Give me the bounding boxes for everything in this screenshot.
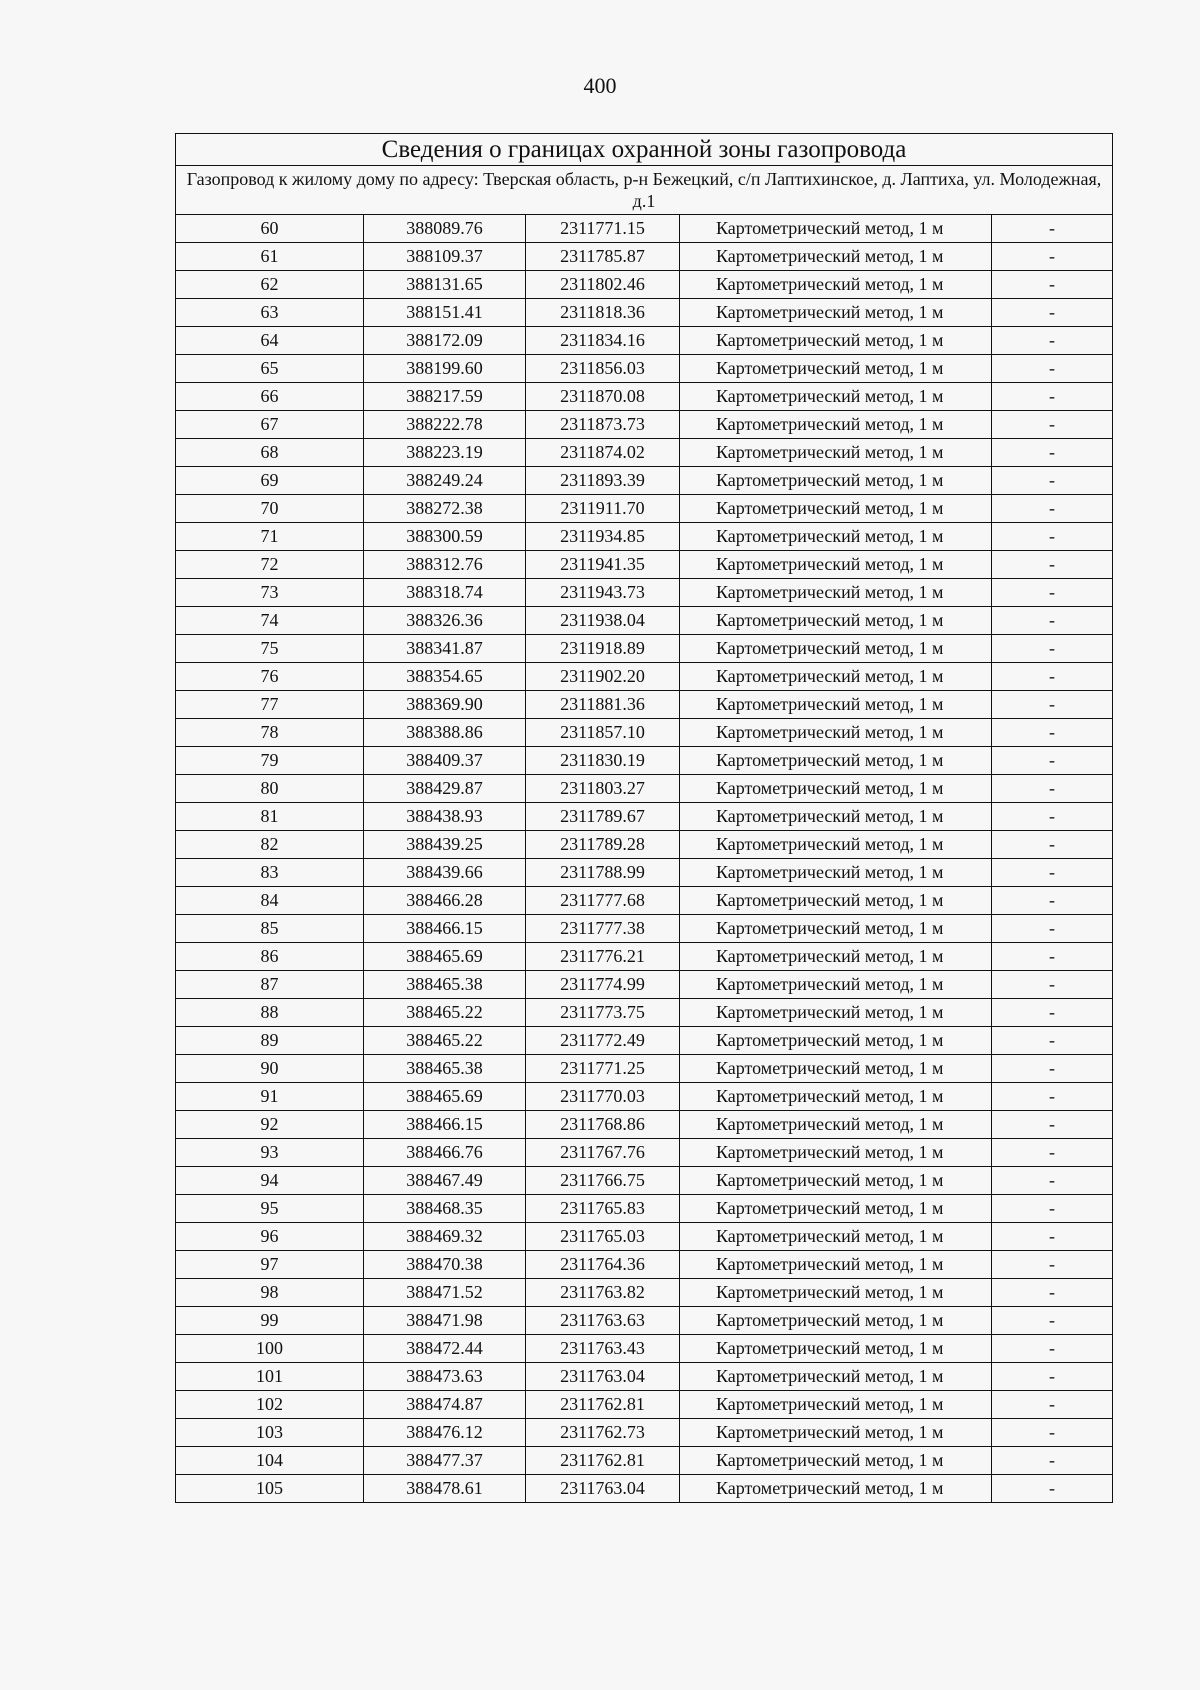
table-row	[176, 1447, 1113, 1475]
y-coordinate-cell: 2311762.81	[526, 1391, 680, 1419]
x-coordinate-cell: 388465.38	[364, 1055, 526, 1083]
y-coordinate-cell: 2311765.83	[526, 1195, 680, 1223]
point-number-cell: 90	[176, 1055, 364, 1083]
y-coordinate-cell: 2311856.03	[526, 355, 680, 383]
x-coordinate-cell: 388477.37	[364, 1447, 526, 1475]
point-number-cell: 86	[176, 943, 364, 971]
x-coordinate-cell: 388471.52	[364, 1279, 526, 1307]
x-coordinate-cell: 388300.59	[364, 523, 526, 551]
point-number-cell: 78	[176, 719, 364, 747]
method-cell: Картометрический метод, 1 м	[680, 775, 992, 803]
x-coordinate-cell: 388217.59	[364, 383, 526, 411]
table-row	[176, 1279, 1113, 1307]
table-row	[176, 495, 1113, 523]
note-cell: -	[992, 775, 1113, 803]
method-cell: Картометрический метод, 1 м	[680, 1475, 992, 1503]
method-cell: Картометрический метод, 1 м	[680, 803, 992, 831]
table-row	[176, 467, 1113, 495]
x-coordinate-cell: 388476.12	[364, 1419, 526, 1447]
table-row	[176, 1139, 1113, 1167]
x-coordinate-cell: 388409.37	[364, 747, 526, 775]
x-coordinate-cell: 388354.65	[364, 663, 526, 691]
note-cell: -	[992, 1139, 1113, 1167]
note-cell: -	[992, 1391, 1113, 1419]
y-coordinate-cell: 2311774.99	[526, 971, 680, 999]
x-coordinate-cell: 388089.76	[364, 215, 526, 243]
x-coordinate-cell: 388439.66	[364, 859, 526, 887]
x-coordinate-cell: 388151.41	[364, 299, 526, 327]
y-coordinate-cell: 2311873.73	[526, 411, 680, 439]
table-row	[176, 1195, 1113, 1223]
point-number-cell: 87	[176, 971, 364, 999]
point-number-cell: 63	[176, 299, 364, 327]
point-number-cell: 92	[176, 1111, 364, 1139]
note-cell: -	[992, 915, 1113, 943]
table-row	[176, 1251, 1113, 1279]
point-number-cell: 97	[176, 1251, 364, 1279]
x-coordinate-cell: 388223.19	[364, 439, 526, 467]
y-coordinate-cell: 2311773.75	[526, 999, 680, 1027]
table-row	[176, 971, 1113, 999]
x-coordinate-cell: 388222.78	[364, 411, 526, 439]
x-coordinate-cell: 388465.69	[364, 1083, 526, 1111]
table-row	[176, 411, 1113, 439]
x-coordinate-cell: 388465.22	[364, 1027, 526, 1055]
method-cell: Картометрический метод, 1 м	[680, 1083, 992, 1111]
note-cell: -	[992, 1335, 1113, 1363]
note-cell: -	[992, 411, 1113, 439]
point-number-cell: 73	[176, 579, 364, 607]
table-row	[176, 943, 1113, 971]
table-row	[176, 1335, 1113, 1363]
method-cell: Картометрический метод, 1 м	[680, 1055, 992, 1083]
x-coordinate-cell: 388312.76	[364, 551, 526, 579]
note-cell: -	[992, 1307, 1113, 1335]
note-cell: -	[992, 551, 1113, 579]
y-coordinate-cell: 2311766.75	[526, 1167, 680, 1195]
y-coordinate-cell: 2311768.86	[526, 1111, 680, 1139]
point-number-cell: 83	[176, 859, 364, 887]
note-cell: -	[992, 467, 1113, 495]
y-coordinate-cell: 2311763.43	[526, 1335, 680, 1363]
point-number-cell: 95	[176, 1195, 364, 1223]
y-coordinate-cell: 2311803.27	[526, 775, 680, 803]
y-coordinate-cell: 2311870.08	[526, 383, 680, 411]
point-number-cell: 104	[176, 1447, 364, 1475]
method-cell: Картометрический метод, 1 м	[680, 635, 992, 663]
table-row	[176, 999, 1113, 1027]
table-row	[176, 635, 1113, 663]
note-cell: -	[992, 887, 1113, 915]
method-cell: Картометрический метод, 1 м	[680, 439, 992, 467]
x-coordinate-cell: 388471.98	[364, 1307, 526, 1335]
note-cell: -	[992, 607, 1113, 635]
note-cell: -	[992, 747, 1113, 775]
x-coordinate-cell: 388466.76	[364, 1139, 526, 1167]
y-coordinate-cell: 2311770.03	[526, 1083, 680, 1111]
y-coordinate-cell: 2311765.03	[526, 1223, 680, 1251]
method-cell: Картометрический метод, 1 м	[680, 383, 992, 411]
method-cell: Картометрический метод, 1 м	[680, 999, 992, 1027]
point-number-cell: 60	[176, 215, 364, 243]
x-coordinate-cell: 388467.49	[364, 1167, 526, 1195]
note-cell: -	[992, 495, 1113, 523]
x-coordinate-cell: 388249.24	[364, 467, 526, 495]
table-row	[176, 719, 1113, 747]
point-number-cell: 67	[176, 411, 364, 439]
note-cell: -	[992, 1279, 1113, 1307]
y-coordinate-cell: 2311857.10	[526, 719, 680, 747]
method-cell: Картометрический метод, 1 м	[680, 1027, 992, 1055]
y-coordinate-cell: 2311763.04	[526, 1475, 680, 1503]
point-number-cell: 76	[176, 663, 364, 691]
x-coordinate-cell: 388438.93	[364, 803, 526, 831]
method-cell: Картометрический метод, 1 м	[680, 943, 992, 971]
y-coordinate-cell: 2311874.02	[526, 439, 680, 467]
table-row	[176, 803, 1113, 831]
table-row	[176, 887, 1113, 915]
y-coordinate-cell: 2311834.16	[526, 327, 680, 355]
method-cell: Картометрический метод, 1 м	[680, 1391, 992, 1419]
point-number-cell: 91	[176, 1083, 364, 1111]
point-number-cell: 65	[176, 355, 364, 383]
x-coordinate-cell: 388369.90	[364, 691, 526, 719]
note-cell: -	[992, 943, 1113, 971]
method-cell: Картометрический метод, 1 м	[680, 355, 992, 383]
y-coordinate-cell: 2311918.89	[526, 635, 680, 663]
x-coordinate-cell: 388473.63	[364, 1363, 526, 1391]
table-row	[176, 747, 1113, 775]
x-coordinate-cell: 388466.15	[364, 1111, 526, 1139]
table-row	[176, 551, 1113, 579]
x-coordinate-cell: 388474.87	[364, 1391, 526, 1419]
table-row	[176, 299, 1113, 327]
y-coordinate-cell: 2311818.36	[526, 299, 680, 327]
table-row	[176, 1027, 1113, 1055]
note-cell: -	[992, 355, 1113, 383]
y-coordinate-cell: 2311902.20	[526, 663, 680, 691]
table-row	[176, 915, 1113, 943]
y-coordinate-cell: 2311763.63	[526, 1307, 680, 1335]
note-cell: -	[992, 859, 1113, 887]
method-cell: Картометрический метод, 1 м	[680, 1419, 992, 1447]
note-cell: -	[992, 1447, 1113, 1475]
table-subtitle-row	[176, 166, 1113, 215]
x-coordinate-cell: 388439.25	[364, 831, 526, 859]
y-coordinate-cell: 2311772.49	[526, 1027, 680, 1055]
point-number-cell: 82	[176, 831, 364, 859]
point-number-cell: 81	[176, 803, 364, 831]
point-number-cell: 96	[176, 1223, 364, 1251]
table-subtitle: Газопровод к жилому дому по адресу: Тверская область, р-н Бежецкий, с/п Лаптихинское, д. Лаптиха, ул. Молодежная, д.1	[176, 166, 1113, 215]
x-coordinate-cell: 388341.87	[364, 635, 526, 663]
table-row	[176, 1307, 1113, 1335]
x-coordinate-cell: 388466.28	[364, 887, 526, 915]
point-number-cell: 69	[176, 467, 364, 495]
table-row	[176, 579, 1113, 607]
method-cell: Картометрический метод, 1 м	[680, 1223, 992, 1251]
x-coordinate-cell: 388468.35	[364, 1195, 526, 1223]
x-coordinate-cell: 388465.69	[364, 943, 526, 971]
point-number-cell: 85	[176, 915, 364, 943]
table-title-row	[176, 134, 1113, 166]
y-coordinate-cell: 2311771.25	[526, 1055, 680, 1083]
method-cell: Картометрический метод, 1 м	[680, 579, 992, 607]
method-cell: Картометрический метод, 1 м	[680, 915, 992, 943]
boundary-coordinates-table	[175, 133, 1113, 1503]
point-number-cell: 72	[176, 551, 364, 579]
x-coordinate-cell: 388469.32	[364, 1223, 526, 1251]
method-cell: Картометрический метод, 1 м	[680, 411, 992, 439]
method-cell: Картометрический метод, 1 м	[680, 327, 992, 355]
point-number-cell: 74	[176, 607, 364, 635]
method-cell: Картометрический метод, 1 м	[680, 1195, 992, 1223]
y-coordinate-cell: 2311777.38	[526, 915, 680, 943]
table-row	[176, 1055, 1113, 1083]
note-cell: -	[992, 383, 1113, 411]
table-row	[176, 1475, 1113, 1503]
method-cell: Картометрический метод, 1 м	[680, 1167, 992, 1195]
note-cell: -	[992, 1027, 1113, 1055]
method-cell: Картометрический метод, 1 м	[680, 859, 992, 887]
note-cell: -	[992, 691, 1113, 719]
point-number-cell: 99	[176, 1307, 364, 1335]
point-number-cell: 75	[176, 635, 364, 663]
note-cell: -	[992, 1083, 1113, 1111]
table-row	[176, 355, 1113, 383]
note-cell: -	[992, 831, 1113, 859]
method-cell: Картометрический метод, 1 м	[680, 467, 992, 495]
note-cell: -	[992, 579, 1113, 607]
note-cell: -	[992, 1055, 1113, 1083]
y-coordinate-cell: 2311789.28	[526, 831, 680, 859]
point-number-cell: 66	[176, 383, 364, 411]
method-cell: Картометрический метод, 1 м	[680, 271, 992, 299]
y-coordinate-cell: 2311938.04	[526, 607, 680, 635]
y-coordinate-cell: 2311802.46	[526, 271, 680, 299]
y-coordinate-cell: 2311763.04	[526, 1363, 680, 1391]
note-cell: -	[992, 803, 1113, 831]
x-coordinate-cell: 388172.09	[364, 327, 526, 355]
table-row	[176, 523, 1113, 551]
table-row	[176, 663, 1113, 691]
point-number-cell: 61	[176, 243, 364, 271]
table-row	[176, 775, 1113, 803]
x-coordinate-cell: 388466.15	[364, 915, 526, 943]
note-cell: -	[992, 999, 1113, 1027]
method-cell: Картометрический метод, 1 м	[680, 1139, 992, 1167]
x-coordinate-cell: 388199.60	[364, 355, 526, 383]
method-cell: Картометрический метод, 1 м	[680, 971, 992, 999]
note-cell: -	[992, 1475, 1113, 1503]
note-cell: -	[992, 523, 1113, 551]
note-cell: -	[992, 1363, 1113, 1391]
point-number-cell: 89	[176, 1027, 364, 1055]
method-cell: Картометрический метод, 1 м	[680, 691, 992, 719]
table-row	[176, 859, 1113, 887]
point-number-cell: 101	[176, 1363, 364, 1391]
table-body	[176, 134, 1113, 1503]
note-cell: -	[992, 243, 1113, 271]
note-cell: -	[992, 1111, 1113, 1139]
x-coordinate-cell: 388472.44	[364, 1335, 526, 1363]
method-cell: Картометрический метод, 1 м	[680, 1279, 992, 1307]
point-number-cell: 102	[176, 1391, 364, 1419]
point-number-cell: 79	[176, 747, 364, 775]
table-row	[176, 1391, 1113, 1419]
x-coordinate-cell: 388478.61	[364, 1475, 526, 1503]
note-cell: -	[992, 327, 1113, 355]
x-coordinate-cell: 388109.37	[364, 243, 526, 271]
method-cell: Картометрический метод, 1 м	[680, 747, 992, 775]
x-coordinate-cell: 388470.38	[364, 1251, 526, 1279]
table-row	[176, 1167, 1113, 1195]
y-coordinate-cell: 2311762.73	[526, 1419, 680, 1447]
y-coordinate-cell: 2311776.21	[526, 943, 680, 971]
method-cell: Картометрический метод, 1 м	[680, 495, 992, 523]
method-cell: Картометрический метод, 1 м	[680, 719, 992, 747]
x-coordinate-cell: 388465.38	[364, 971, 526, 999]
x-coordinate-cell: 388388.86	[364, 719, 526, 747]
method-cell: Картометрический метод, 1 м	[680, 299, 992, 327]
table-row	[176, 1363, 1113, 1391]
y-coordinate-cell: 2311762.81	[526, 1447, 680, 1475]
table-row	[176, 271, 1113, 299]
table-row	[176, 1223, 1113, 1251]
point-number-cell: 88	[176, 999, 364, 1027]
method-cell: Картометрический метод, 1 м	[680, 1251, 992, 1279]
point-number-cell: 64	[176, 327, 364, 355]
note-cell: -	[992, 663, 1113, 691]
note-cell: -	[992, 439, 1113, 467]
y-coordinate-cell: 2311788.99	[526, 859, 680, 887]
table-row	[176, 1111, 1113, 1139]
point-number-cell: 94	[176, 1167, 364, 1195]
method-cell: Картометрический метод, 1 м	[680, 523, 992, 551]
table-row	[176, 383, 1113, 411]
note-cell: -	[992, 971, 1113, 999]
method-cell: Картометрический метод, 1 м	[680, 1111, 992, 1139]
point-number-cell: 71	[176, 523, 364, 551]
point-number-cell: 98	[176, 1279, 364, 1307]
y-coordinate-cell: 2311767.76	[526, 1139, 680, 1167]
note-cell: -	[992, 719, 1113, 747]
point-number-cell: 93	[176, 1139, 364, 1167]
note-cell: -	[992, 1419, 1113, 1447]
method-cell: Картометрический метод, 1 м	[680, 1363, 992, 1391]
point-number-cell: 100	[176, 1335, 364, 1363]
x-coordinate-cell: 388318.74	[364, 579, 526, 607]
y-coordinate-cell: 2311777.68	[526, 887, 680, 915]
y-coordinate-cell: 2311764.36	[526, 1251, 680, 1279]
note-cell: -	[992, 271, 1113, 299]
y-coordinate-cell: 2311881.36	[526, 691, 680, 719]
point-number-cell: 103	[176, 1419, 364, 1447]
y-coordinate-cell: 2311830.19	[526, 747, 680, 775]
page-number: 400	[583, 73, 617, 98]
point-number-cell: 70	[176, 495, 364, 523]
x-coordinate-cell: 388272.38	[364, 495, 526, 523]
note-cell: -	[992, 299, 1113, 327]
y-coordinate-cell: 2311763.82	[526, 1279, 680, 1307]
method-cell: Картометрический метод, 1 м	[680, 831, 992, 859]
method-cell: Картометрический метод, 1 м	[680, 887, 992, 915]
note-cell: -	[992, 215, 1113, 243]
y-coordinate-cell: 2311785.87	[526, 243, 680, 271]
note-cell: -	[992, 1251, 1113, 1279]
table-row	[176, 439, 1113, 467]
note-cell: -	[992, 1195, 1113, 1223]
table-row	[176, 243, 1113, 271]
y-coordinate-cell: 2311934.85	[526, 523, 680, 551]
point-number-cell: 105	[176, 1475, 364, 1503]
y-coordinate-cell: 2311943.73	[526, 579, 680, 607]
y-coordinate-cell: 2311771.15	[526, 215, 680, 243]
method-cell: Картометрический метод, 1 м	[680, 243, 992, 271]
y-coordinate-cell: 2311789.67	[526, 803, 680, 831]
point-number-cell: 77	[176, 691, 364, 719]
point-number-cell: 84	[176, 887, 364, 915]
table-title: Сведения о границах охранной зоны газопровода	[176, 134, 1113, 166]
note-cell: -	[992, 635, 1113, 663]
point-number-cell: 80	[176, 775, 364, 803]
method-cell: Картометрический метод, 1 м	[680, 1307, 992, 1335]
x-coordinate-cell: 388131.65	[364, 271, 526, 299]
method-cell: Картометрический метод, 1 м	[680, 1447, 992, 1475]
method-cell: Картометрический метод, 1 м	[680, 1335, 992, 1363]
method-cell: Картометрический метод, 1 м	[680, 551, 992, 579]
table-row	[176, 1419, 1113, 1447]
method-cell: Картометрический метод, 1 м	[680, 663, 992, 691]
point-number-cell: 62	[176, 271, 364, 299]
y-coordinate-cell: 2311893.39	[526, 467, 680, 495]
table-row	[176, 691, 1113, 719]
note-cell: -	[992, 1167, 1113, 1195]
y-coordinate-cell: 2311941.35	[526, 551, 680, 579]
x-coordinate-cell: 388465.22	[364, 999, 526, 1027]
method-cell: Картометрический метод, 1 м	[680, 607, 992, 635]
table-row	[176, 327, 1113, 355]
table-row	[176, 1083, 1113, 1111]
method-cell: Картометрический метод, 1 м	[680, 215, 992, 243]
x-coordinate-cell: 388429.87	[364, 775, 526, 803]
table-row	[176, 831, 1113, 859]
table-row	[176, 215, 1113, 243]
point-number-cell: 68	[176, 439, 364, 467]
table-row	[176, 607, 1113, 635]
y-coordinate-cell: 2311911.70	[526, 495, 680, 523]
x-coordinate-cell: 388326.36	[364, 607, 526, 635]
note-cell: -	[992, 1223, 1113, 1251]
